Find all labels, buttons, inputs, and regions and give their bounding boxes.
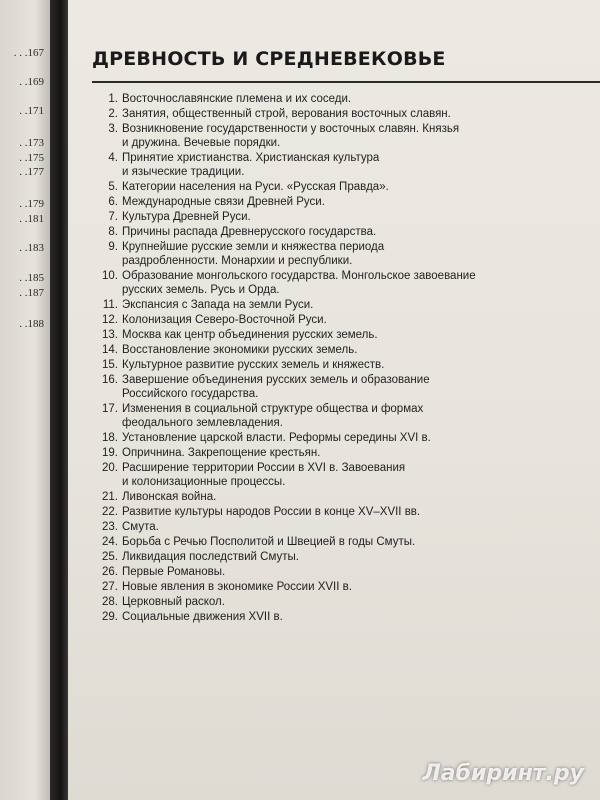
toc-item: [92, 505, 522, 519]
toc-item-title: [122, 122, 522, 150]
toc-item: [92, 151, 522, 179]
toc-item-line: Категории населения на Руси. «Русская Правда».: [122, 181, 389, 193]
toc-item-line: Социальные движения XVII в.: [122, 611, 283, 623]
toc-item-number: 8.: [108, 226, 118, 238]
left-page-number: . .179: [19, 198, 44, 210]
toc-item-number: 27.: [102, 581, 118, 593]
toc-item: [92, 343, 522, 357]
toc-item-number: 4.: [108, 152, 118, 164]
toc-item-title: [122, 107, 522, 121]
toc-item-number: 9.: [108, 241, 118, 253]
left-page-number: . . .167: [13, 47, 44, 59]
toc-item-number: 26.: [102, 566, 118, 578]
toc-item-title: [122, 225, 522, 239]
toc-item-line: Расширение территории России в XVI в. Завоевания: [122, 462, 406, 474]
toc-item-number: 13.: [102, 329, 118, 341]
toc-item-number: 5.: [108, 181, 118, 193]
toc-item-line: Занятия, общественный строй, верования восточных славян.: [122, 108, 451, 120]
toc-item: [92, 461, 522, 489]
toc-item-line: Международные связи Древней Руси.: [122, 196, 325, 208]
left-page-number: . .173: [19, 137, 44, 149]
section-title: ДРЕВНОСТЬ И СРЕДНЕВЕКОВЬЕ: [92, 48, 446, 70]
left-page-number: . .187: [19, 287, 44, 299]
toc-item-line: Культура Древней Руси.: [122, 211, 251, 223]
toc-item-line: Российского государства.: [122, 388, 259, 400]
toc-item: [92, 225, 522, 239]
toc-item-line: Ливонская война.: [122, 491, 217, 503]
toc-item: [92, 107, 522, 121]
toc-item: [92, 535, 522, 549]
toc-item-number: 29.: [102, 611, 118, 623]
toc-item-title: [122, 431, 522, 445]
toc-item-title: [122, 180, 522, 194]
toc-item-title: [122, 550, 522, 564]
toc-item-title: [122, 195, 522, 209]
toc-item-line: Причины распада Древнерусского государства.: [122, 226, 377, 238]
left-page-edge: [0, 0, 50, 800]
toc-item-number: 2.: [108, 108, 118, 120]
toc-item: [92, 269, 522, 297]
toc-item-number: 7.: [108, 211, 118, 223]
toc-item-title: [122, 610, 522, 624]
toc-item-title: [122, 461, 522, 489]
toc-item-line: Новые явления в экономике России XVII в.: [122, 581, 352, 593]
left-page-number: . .169: [19, 76, 44, 88]
toc-item-number: 10.: [102, 270, 118, 282]
toc-item-title: [122, 490, 522, 504]
toc-item-number: 24.: [102, 536, 118, 548]
toc-item: [92, 240, 522, 268]
toc-item-title: [122, 580, 522, 594]
toc-item-number: 18.: [102, 432, 118, 444]
toc-item: [92, 520, 522, 534]
toc-item-line: Смута.: [122, 521, 159, 533]
table-of-contents: [92, 92, 522, 625]
toc-item-title: [122, 151, 522, 179]
toc-item-title: [122, 505, 522, 519]
toc-item-line: Изменения в социальной структуре общества и формах: [122, 403, 424, 415]
toc-item: [92, 358, 522, 372]
toc-item-title: [122, 373, 522, 401]
toc-item: [92, 180, 522, 194]
toc-item-title: [122, 210, 522, 224]
toc-item-line: и дружина. Вечевые порядки.: [122, 137, 281, 149]
toc-item-number: 21.: [102, 491, 118, 503]
toc-item: [92, 550, 522, 564]
toc-item-title: [122, 328, 522, 342]
toc-item-line: раздробленности. Монархии и республики.: [122, 255, 353, 267]
toc-item-title: [122, 402, 522, 430]
toc-item-line: Экспансия с Запада на земли Руси.: [122, 299, 314, 311]
toc-item-title: [122, 535, 522, 549]
toc-item: [92, 402, 522, 430]
title-rule: [92, 81, 600, 83]
toc-item-line: Завершение объединения русских земель и образование: [122, 374, 430, 386]
toc-item: [92, 122, 522, 150]
left-page-number: . .185: [19, 272, 44, 284]
toc-item-number: 19.: [102, 447, 118, 459]
left-page-number: . .188: [19, 318, 44, 330]
toc-item-number: 20.: [102, 462, 118, 474]
toc-item: [92, 298, 522, 312]
toc-item: [92, 210, 522, 224]
toc-item-line: Москва как центр объединения русских земель.: [122, 329, 378, 341]
toc-item-number: 3.: [108, 123, 118, 135]
toc-item-number: 22.: [102, 506, 118, 518]
left-page-number: . .177: [19, 166, 44, 178]
toc-item-line: русских земель. Русь и Орда.: [122, 284, 280, 296]
toc-item-number: 23.: [102, 521, 118, 533]
toc-item: [92, 595, 522, 609]
toc-item-title: [122, 240, 522, 268]
toc-item-line: Установление царской власти. Реформы середины XVI в.: [122, 432, 431, 444]
left-page-number: . .181: [19, 213, 44, 225]
toc-item-title: [122, 520, 522, 534]
toc-item-title: [122, 298, 522, 312]
toc-item-line: Ликвидация последствий Смуты.: [122, 551, 299, 563]
toc-item-line: феодального землевладения.: [122, 417, 283, 429]
toc-item-title: [122, 565, 522, 579]
toc-item-line: Первые Романовы.: [122, 566, 226, 578]
left-page-number: . .171: [19, 105, 44, 117]
toc-item-title: [122, 269, 522, 297]
toc-item-number: 15.: [102, 359, 118, 371]
toc-item-line: Восстановление экономики русских земель.: [122, 344, 358, 356]
toc-item: [92, 313, 522, 327]
toc-item-number: 25.: [102, 551, 118, 563]
toc-item-line: Церковный раскол.: [122, 596, 225, 608]
toc-item-title: [122, 358, 522, 372]
toc-item-number: 11.: [102, 299, 118, 311]
left-page-number: . .175: [19, 152, 44, 164]
toc-item: [92, 610, 522, 624]
toc-item-line: Борьба с Речью Посполитой и Швецией в годы Смуты.: [122, 536, 416, 548]
toc-item-line: Принятие христианства. Христианская культура: [122, 152, 380, 164]
toc-item-line: Колонизация Северо-Восточной Руси.: [122, 314, 327, 326]
toc-item: [92, 431, 522, 445]
toc-item-line: Крупнейшие русские земли и княжества периода: [122, 241, 385, 253]
toc-item-line: Культурное развитие русских земель и княжеств.: [122, 359, 385, 371]
toc-item-title: [122, 446, 522, 460]
toc-item-line: Возникновение государственности у восточных славян. Князья: [122, 123, 460, 135]
toc-item-line: Развитие культуры народов России в конце XV–XVII вв.: [122, 506, 421, 518]
toc-item: [92, 446, 522, 460]
toc-item-number: 16.: [102, 374, 118, 386]
toc-item-line: и языческие традиции.: [122, 166, 245, 178]
toc-item-title: [122, 92, 522, 106]
toc-item-number: 12.: [102, 314, 118, 326]
toc-item: [92, 195, 522, 209]
toc-item: [92, 490, 522, 504]
toc-item-number: 14.: [102, 344, 118, 356]
toc-item-line: и колонизационные процессы.: [122, 476, 286, 488]
toc-item-title: [122, 595, 522, 609]
toc-item: [92, 328, 522, 342]
toc-item: [92, 373, 522, 401]
toc-item-number: 28.: [102, 596, 118, 608]
toc-item-line: Образование монгольского государства. Монгольское завоевание: [122, 270, 476, 282]
toc-item-number: 17.: [102, 403, 118, 415]
toc-item: [92, 92, 522, 106]
toc-item: [92, 565, 522, 579]
toc-item-line: Опричнина. Закрепощение крестьян.: [122, 447, 321, 459]
toc-item: [92, 580, 522, 594]
book-page: [68, 0, 600, 800]
book-gutter: [50, 0, 68, 800]
toc-item-title: [122, 313, 522, 327]
watermark-logo: Лабиринт.ру: [422, 761, 584, 786]
toc-item-number: 1.: [108, 93, 118, 105]
toc-item-title: [122, 343, 522, 357]
toc-item-line: Восточнославянские племена и их соседи.: [122, 93, 352, 105]
left-page-number: . .183: [19, 242, 44, 254]
toc-item-number: 6.: [108, 196, 118, 208]
